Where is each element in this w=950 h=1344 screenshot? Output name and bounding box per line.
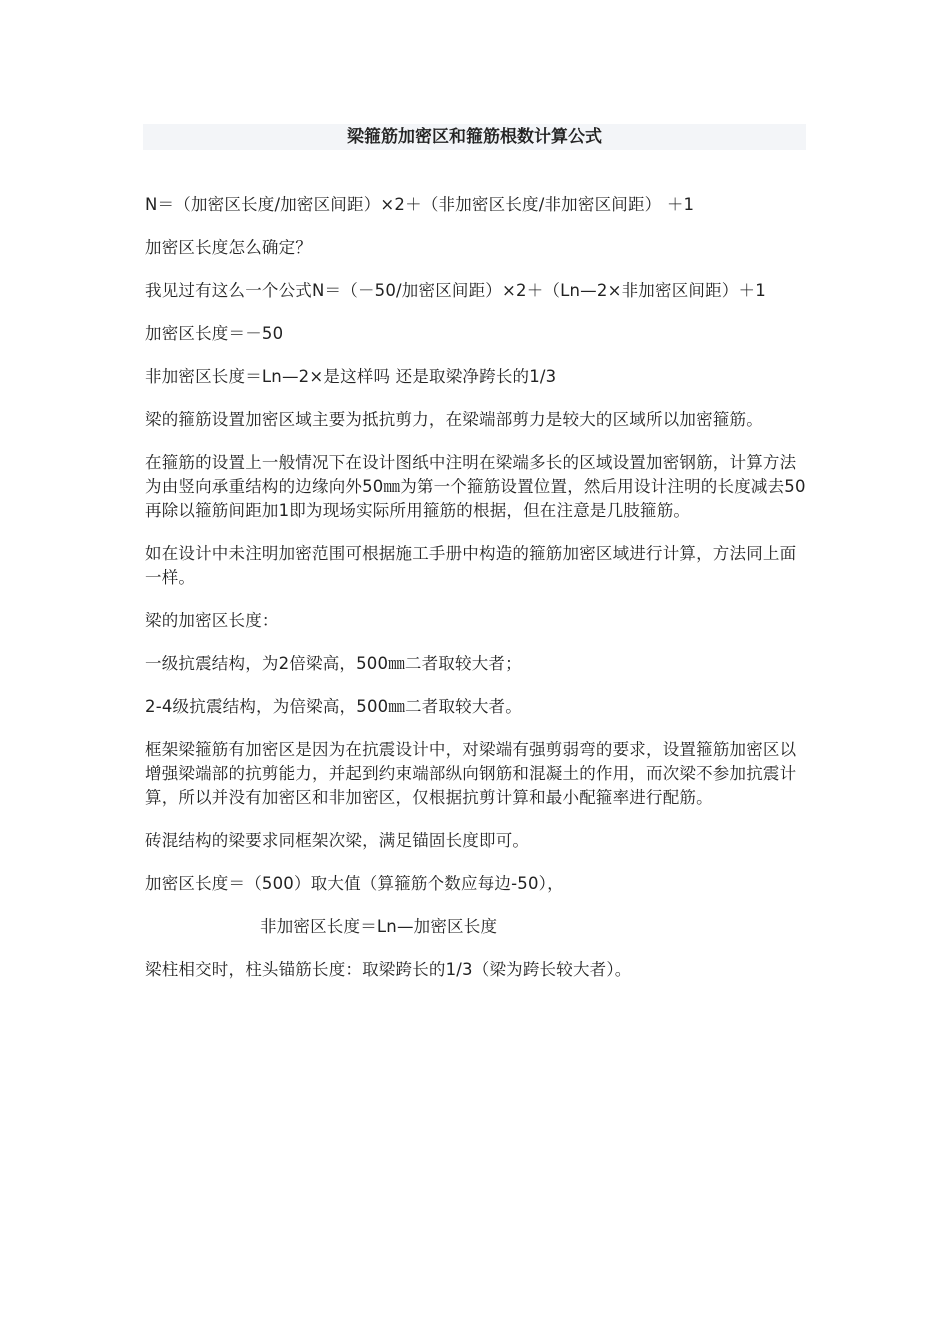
paragraph-formula: N＝（加密区长度/加密区间距）×2＋（非加密区长度/非加密区间距） ＋1 [145, 195, 695, 214]
paragraph-frame-beam: 框架梁箍筋有加密区是因为在抗震设计中，对梁端有强剪弱弯的要求，设置箍筋加密区以增强梁端部的抗剪能力，并起到约束端部纵向钢筋和混凝土的作用，而次梁不参加抗震计算，所以并没有加密区和非加密区，仅根据抗剪计算和最小配箍率进行配筋。 [145, 740, 797, 807]
paragraph-dense-length: 加密区长度＝－50 [145, 324, 284, 343]
document-title: 梁箍筋加密区和箍筋根数计算公式 [143, 124, 806, 150]
paragraph-dense-length-rule: 加密区长度＝（500）取大值（算箍筋个数应每边-50）， [145, 874, 564, 893]
paragraph-grade-1: 一级抗震结构，为2倍梁高，500㎜二者取较大者； [145, 654, 522, 673]
paragraph-masonry: 砖混结构的梁要求同框架次梁，满足锚固长度即可。 [145, 831, 530, 850]
paragraph-manual-reference: 如在设计中未注明加密范围可根据施工手册中构造的箍筋加密区域进行计算，方法同上面一样。 [145, 544, 797, 587]
paragraph-grade-2-4: 2-4级抗震结构，为倍梁高，500㎜二者取较大者。 [145, 697, 522, 716]
paragraph-non-dense-length: 非加密区长度＝Ln—2×是这样吗 还是取梁净跨长的1/3 [145, 367, 557, 386]
paragraph-purpose: 梁的箍筋设置加密区域主要为抵抗剪力，在梁端部剪力是较大的区域所以加密箍筋。 [145, 410, 763, 429]
paragraph-calculation-method: 在箍筋的设置上一般情况下在设计图纸中注明在梁端多长的区域设置加密钢筋，计算方法为由竖向承重结构的边缘向外50㎜为第一个箍筋设置位置，然后用设计注明的长度减去50再除以箍筋间距加1即为现场实际所用箍筋的根据，但在注意是几肢箍筋。 [145, 453, 806, 520]
paragraph-column-anchor: 梁柱相交时，柱头锚筋长度：取梁跨长的1/3（梁为跨长较大者）。 [145, 960, 632, 979]
document-body [145, 193, 807, 1001]
paragraph-formula-example: 我见过有这么一个公式N＝（－50/加密区间距）×2＋（Ln—2×非加密区间距）＋1 [145, 281, 766, 300]
paragraph-non-dense-length-rule: 非加密区长度＝Ln—加密区长度 [260, 917, 498, 936]
paragraph-question: 加密区长度怎么确定？ [145, 238, 312, 257]
paragraph-beam-dense-length: 梁的加密区长度： [145, 611, 279, 630]
